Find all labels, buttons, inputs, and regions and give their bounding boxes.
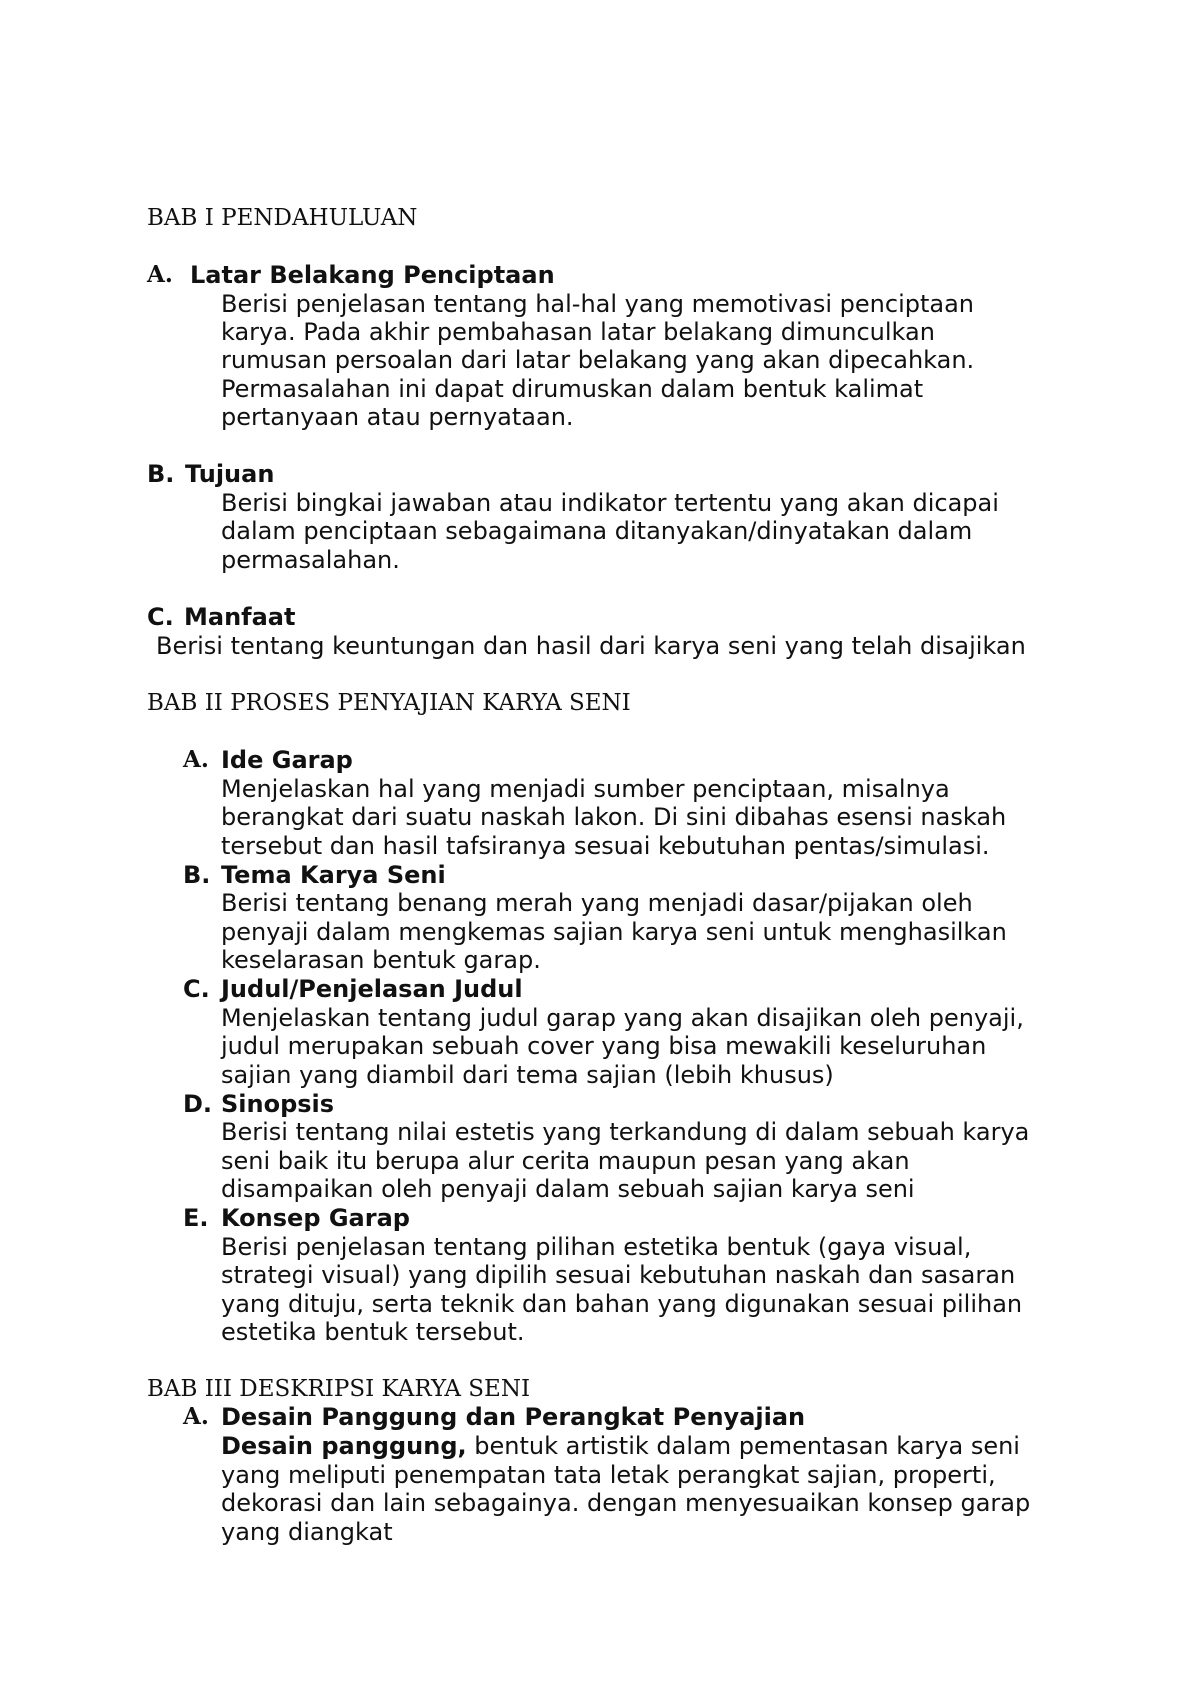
bab2-b-line-1: Berisi tentang benang merah yang menjadi dasar/pijakan oleh — [221, 889, 973, 917]
bab1-b-line-3: permasalahan. — [221, 546, 400, 574]
bab2-d-line-3: disampaikan oleh penyaji dalam sebuah sajian karya seni — [221, 1175, 915, 1203]
bab3-a-letter: A. — [183, 1403, 209, 1430]
bab2-a-letter: A. — [183, 746, 209, 773]
bab1-a-line-2: karya. Pada akhir pembahasan latar belakang dimunculkan — [221, 318, 935, 346]
bab1-a-heading: Latar Belakang Penciptaan — [190, 261, 555, 289]
bab2-a-line-2: berangkat dari suatu naskah lakon. Di sini dibahas esensi naskah — [221, 803, 1007, 831]
bab2-b-line-2: penyaji dalam mengkemas sajian karya seni untuk menghasilkan — [221, 918, 1007, 946]
bab2-a-line-1: Menjelaskan hal yang menjadi sumber penciptaan, misalnya — [221, 775, 950, 803]
bab1-b-line-2: dalam penciptaan sebagaimana ditanyakan/dinyatakan dalam — [221, 517, 973, 545]
bab1-c-line-1: Berisi tentang keuntungan dan hasil dari karya seni yang telah disajikan — [156, 632, 1026, 660]
bab1-a-line-1: Berisi penjelasan tentang hal-hal yang memotivasi penciptaan — [221, 290, 974, 318]
bab2-e-heading: Konsep Garap — [221, 1204, 410, 1232]
bab2-c-heading: Judul/Penjelasan Judul — [221, 975, 523, 1003]
bab3-a-line-2: yang meliputi penempatan tata letak perangkat sajian, properti, — [221, 1461, 996, 1489]
bab2-b-heading: Tema Karya Seni — [221, 861, 446, 889]
bab3-title: BAB III DESKRIPSI KARYA SENI — [147, 1376, 531, 1402]
bab1-a-line-3: rumusan persoalan dari latar belakang yang akan dipecahkan. — [221, 346, 975, 374]
desain-panggung-term: Desain panggung, — [221, 1432, 467, 1460]
bab2-c-line-2: judul merupakan sebuah cover yang bisa mewakili keseluruhan — [221, 1032, 987, 1060]
bab1-c-heading: Manfaat — [184, 603, 296, 631]
bab3-a-line-1 — [221, 1432, 1062, 1460]
bab2-d-line-1: Berisi tentang nilai estetis yang terkandung di dalam sebuah karya — [221, 1118, 1030, 1146]
bab2-e-line-3: yang dituju, serta teknik dan bahan yang digunakan sesuai pilihan — [221, 1290, 1023, 1318]
bab2-e-line-1: Berisi penjelasan tentang pilihan estetika bentuk (gaya visual, — [221, 1233, 972, 1261]
bab2-a-heading: Ide Garap — [221, 746, 353, 774]
bab2-c-line-1: Menjelaskan tentang judul garap yang akan disajikan oleh penyaji, — [221, 1004, 1024, 1032]
bab2-e-line-4: estetika bentuk tersebut. — [221, 1318, 525, 1346]
bab2-d-line-2: seni baik itu berupa alur cerita maupun pesan yang akan — [221, 1147, 910, 1175]
bab1-a-line-5: pertanyaan atau pernyataan. — [221, 403, 574, 431]
bab3-a-line-3: dekorasi dan lain sebagainya. dengan menyesuaikan konsep garap — [221, 1489, 1031, 1517]
bab2-e-letter: E. — [183, 1204, 209, 1232]
bab2-e-line-2: strategi visual) yang dipilih sesuai kebutuhan naskah dan sasaran — [221, 1261, 1016, 1289]
bab3-a-line-1-rest: bentuk artistik dalam pementasan karya seni — [466, 1432, 1020, 1460]
bab2-c-line-3: sajian yang diambil dari tema sajian (lebih khusus) — [221, 1061, 834, 1089]
bab1-b-heading: Tujuan — [185, 460, 275, 488]
bab2-b-line-3: keselarasan bentuk garap. — [221, 946, 541, 974]
bab3-a-line-4: yang diangkat — [221, 1518, 393, 1546]
bab1-b-letter: B. — [147, 460, 175, 488]
bab3-a-heading: Desain Panggung dan Perangkat Penyajian — [221, 1403, 806, 1431]
bab1-a-letter: A. — [147, 261, 173, 288]
bab1-b-line-1: Berisi bingkai jawaban atau indikator tertentu yang akan dicapai — [221, 489, 999, 517]
bab2-d-heading: Sinopsis — [221, 1090, 335, 1118]
bab1-a-line-4: Permasalahan ini dapat dirumuskan dalam bentuk kalimat — [221, 375, 924, 403]
bab1-title: BAB I PENDAHULUAN — [147, 205, 418, 231]
bab2-b-letter: B. — [183, 861, 211, 889]
bab2-title: BAB II PROSES PENYAJIAN KARYA SENI — [147, 690, 631, 716]
bab2-d-letter: D. — [183, 1090, 213, 1118]
bab2-a-line-3: tersebut dan hasil tafsiranya sesuai kebutuhan pentas/simulasi. — [221, 832, 990, 860]
bab1-c-letter: C. — [147, 603, 174, 631]
bab2-c-letter: C. — [183, 975, 210, 1003]
